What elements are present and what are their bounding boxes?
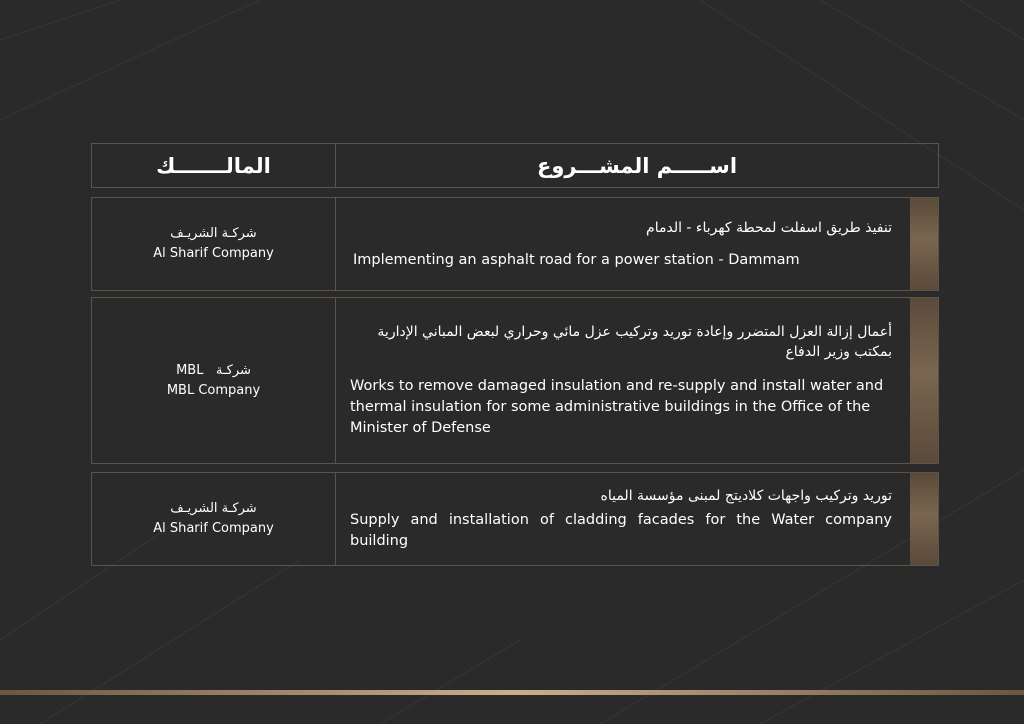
owner-name-en: Al Sharif Company [153, 521, 274, 536]
table-row [91, 472, 939, 566]
owner-cell [92, 298, 336, 463]
owner-name-ar: شركـة MBL [176, 362, 251, 378]
row-accent-stripe [910, 298, 938, 463]
project-cell [336, 298, 938, 463]
owner-name-en: Al Sharif Company [153, 246, 274, 261]
project-column-header: اســـــم المشـــروع [536, 153, 738, 178]
table-row [91, 297, 939, 464]
owner-name-ar: شركـة الشريـف [170, 501, 257, 516]
project-title-ar: توريد وتركيب واجهات كلاديتج لمبنى مؤسسة المياه [600, 488, 892, 504]
project-title-ar: أعمال إزالة العزل المتضرر وإعادة توريد وتركيب عزل مائي وحراري لبعض المباني الإدارية بمكتب وزير الدفاع [377, 324, 892, 360]
row-accent-stripe [910, 198, 938, 290]
owner-name-ar: شركـة الشريـف [170, 226, 257, 241]
project-cell [336, 473, 938, 565]
table-row [91, 197, 939, 291]
project-title-en: Supply and installation of cladding facades for the Water company building [350, 512, 892, 549]
owner-column-header: المالـــــــك [92, 144, 336, 187]
project-cell [336, 198, 938, 290]
owner-name-en: MBL Company [166, 382, 261, 398]
row-accent-stripe [910, 473, 938, 565]
table-header [91, 143, 939, 188]
footer-accent-bar [0, 690, 1024, 695]
owner-cell [92, 473, 336, 565]
project-title-ar: تنفيذ طريق اسفلت لمحطة كهرباء - الدمام [646, 219, 892, 236]
project-title-en: Works to remove damaged insulation and re-supply and install water and thermal insulation for some administrative buildings in the Office of the Minister of Defense [350, 378, 884, 436]
owner-cell [92, 198, 336, 290]
project-title-en: Implementing an asphalt road for a power station - Dammam [353, 251, 800, 268]
